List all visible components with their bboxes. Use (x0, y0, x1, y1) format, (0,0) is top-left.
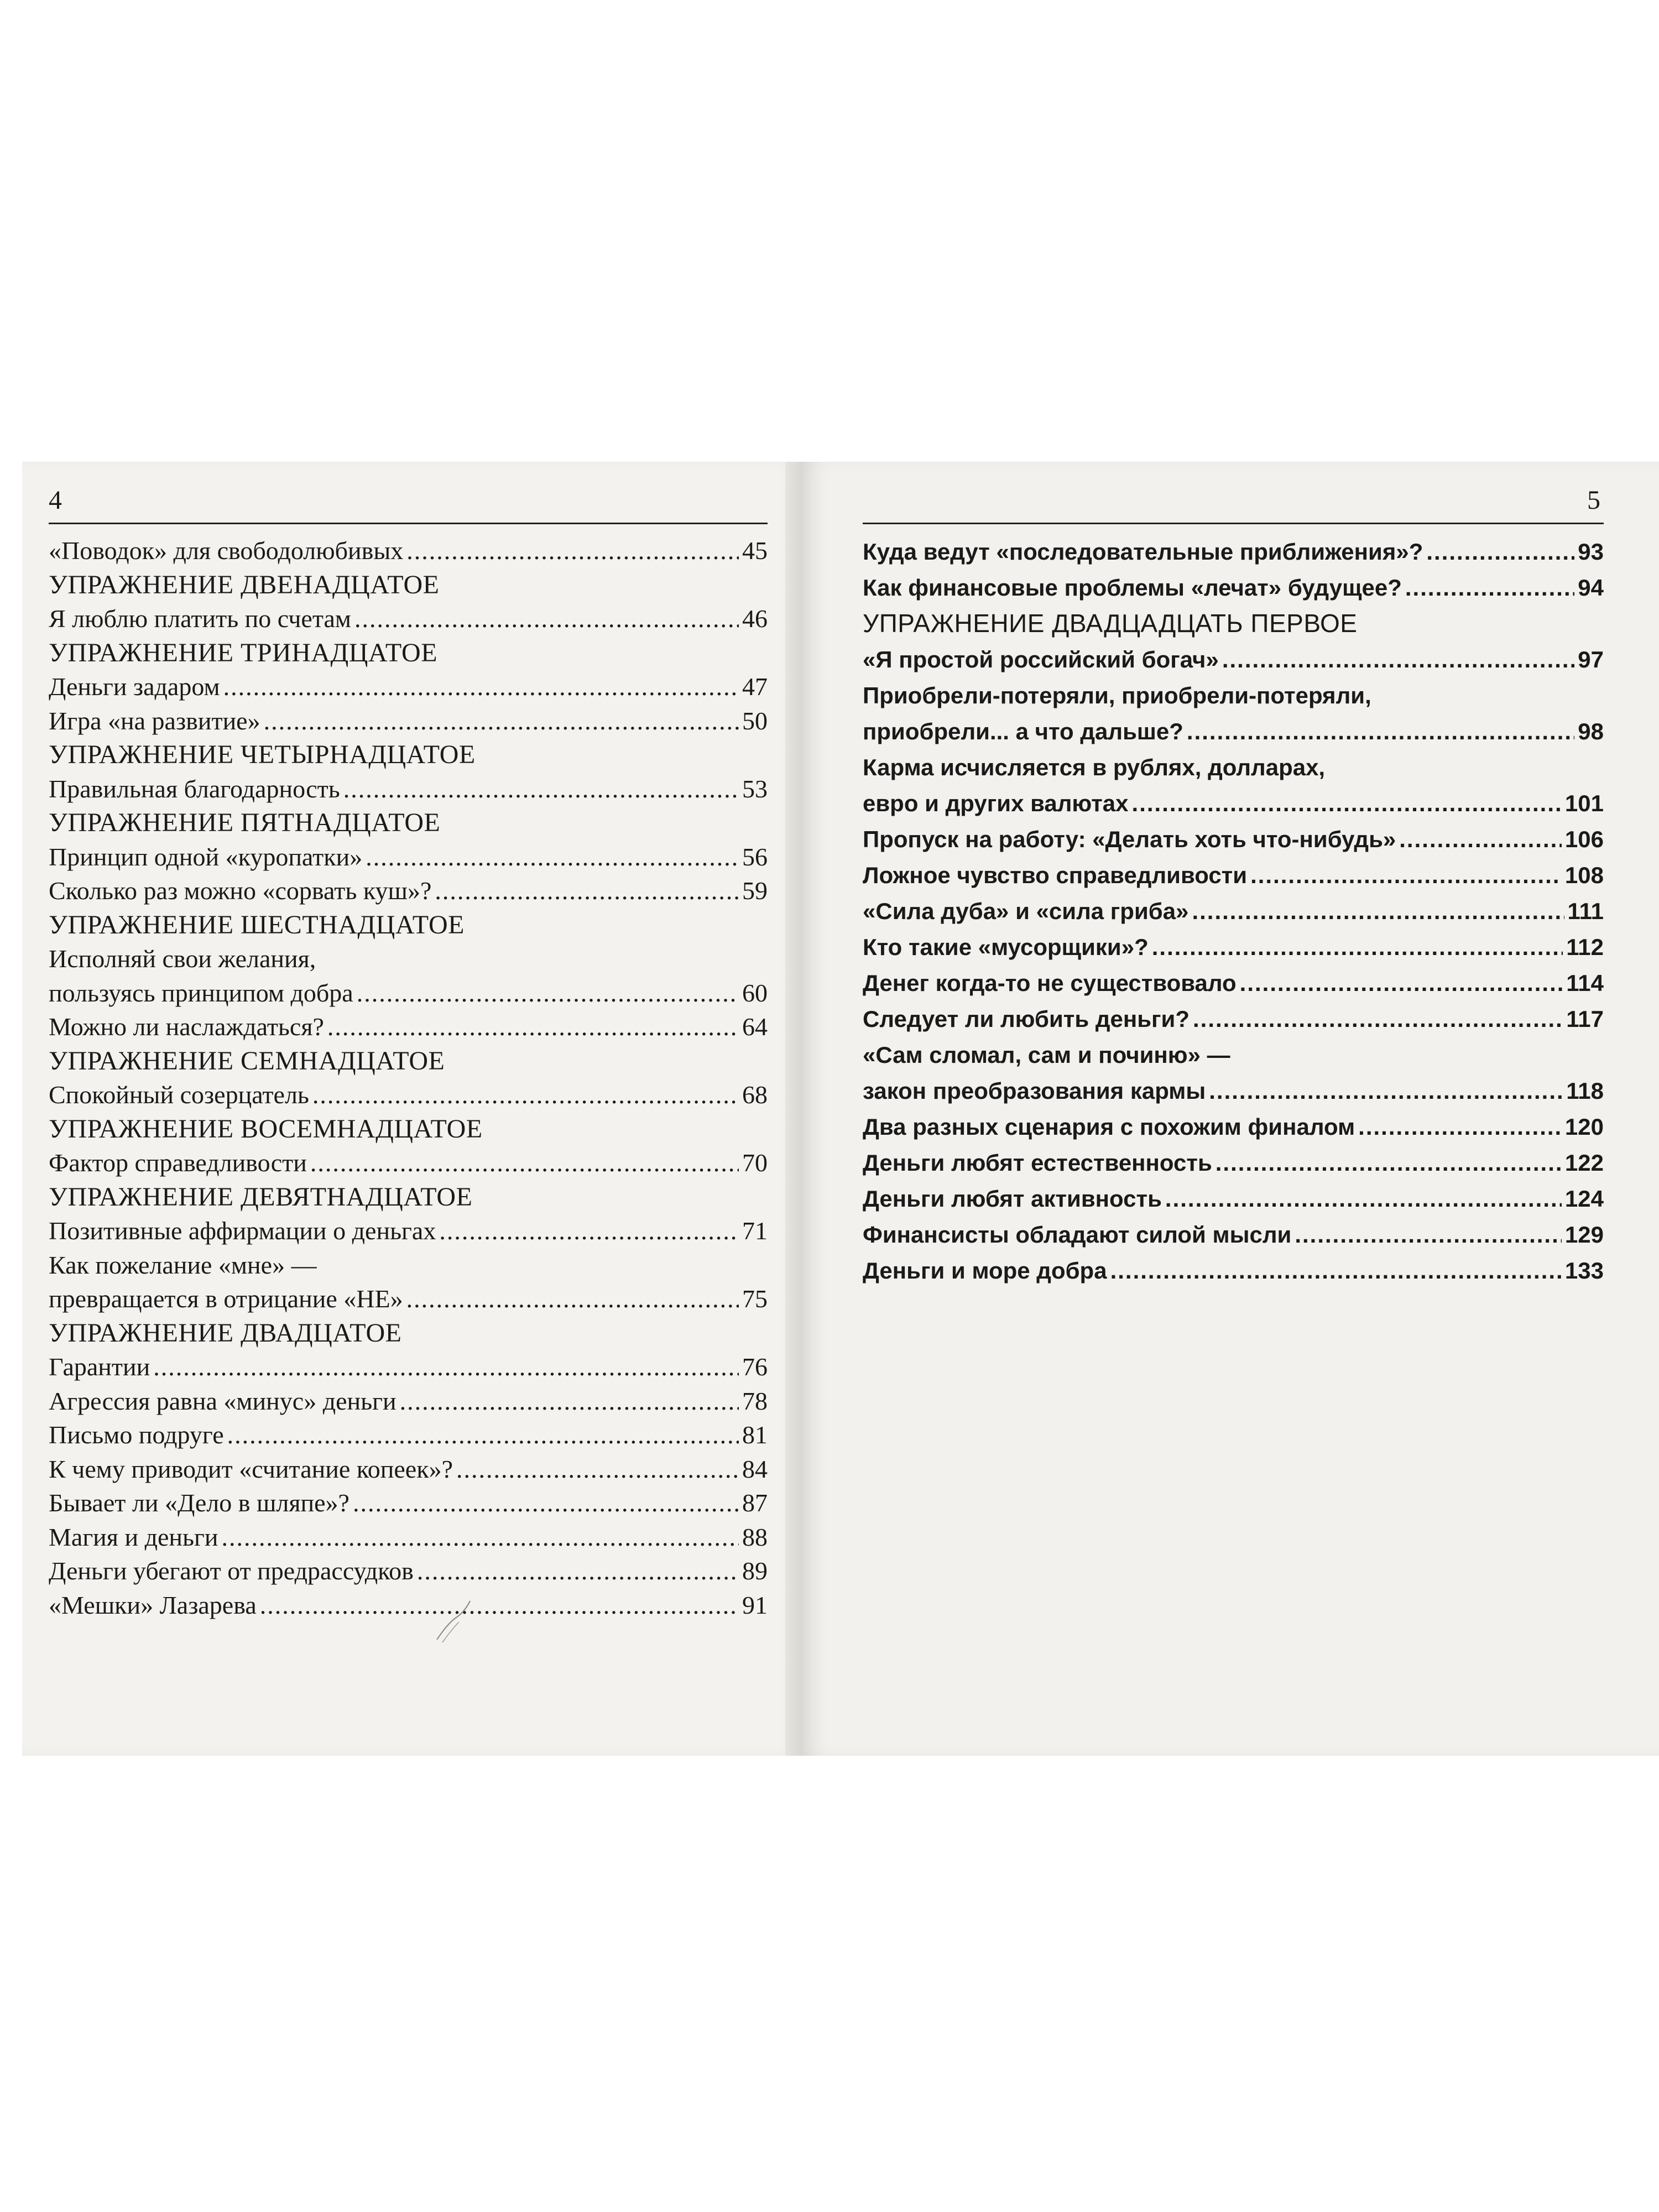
header-rule (863, 523, 1604, 524)
toc-entry-page: 129 (1564, 1222, 1604, 1248)
toc-entry (49, 1486, 768, 1520)
toc-entry-page: 89 (742, 1557, 768, 1585)
toc-entry-page: 84 (742, 1454, 768, 1483)
dot-leader (264, 704, 739, 738)
toc-entry-page: 75 (742, 1285, 768, 1313)
dot-leader (343, 772, 739, 806)
toc-entry (863, 821, 1604, 857)
toc-entry (863, 570, 1604, 606)
dot-leader (353, 1486, 739, 1520)
pencil-mark-icon (431, 1595, 476, 1645)
toc-entry (49, 942, 768, 976)
toc-entry-title: Можно ли наслаждаться? (49, 1013, 324, 1041)
toc-entry (49, 602, 768, 636)
toc-entry (49, 1588, 768, 1623)
toc-entry-page: 112 (1566, 934, 1604, 960)
dot-leader (327, 1010, 739, 1044)
toc-section-heading (49, 806, 768, 840)
toc-entry-title: евро и других валютах (863, 790, 1129, 816)
toc-entry (49, 1248, 768, 1282)
toc-entry (49, 1452, 768, 1486)
toc-entry-page: 50 (742, 706, 768, 735)
toc-entry-title: УПРАЖНЕНИЕ ДВЕНАДЦАТОЕ (49, 570, 440, 599)
toc-entry-title: УПРАЖНЕНИЕ ЧЕТЫРНАДЦАТОЕ (49, 740, 476, 769)
toc-entry (863, 929, 1604, 965)
toc-entry-page: 87 (742, 1489, 768, 1517)
toc-entry-title: Позитивные аффирмации о деньгах (49, 1217, 436, 1245)
toc-entry-title: Деньги убегают от предрассудков (49, 1557, 414, 1585)
toc-entry-title: Я люблю платить по счетам (49, 604, 352, 633)
toc-entry-title: Магия и деньги (49, 1522, 218, 1551)
toc-entry-title: Деньги задаром (49, 672, 220, 701)
toc-entry-title: Карма исчисляется в рублях, долларах, (863, 754, 1326, 780)
toc-entry (863, 1145, 1604, 1181)
toc-entry (863, 749, 1604, 785)
toc-entry-page: 64 (742, 1013, 768, 1041)
toc-entry-page: 111 (1567, 898, 1604, 924)
dot-leader (435, 874, 739, 908)
toc-entry-title: Ложное чувство справедливости (863, 862, 1248, 888)
toc-section-heading (49, 908, 768, 942)
toc-entry (49, 840, 768, 874)
toc-entry (863, 677, 1604, 713)
toc-entry-page: 114 (1566, 970, 1604, 996)
toc-entry-title: УПРАЖНЕНИЕ ДЕВЯТНАДЦАТОЕ (49, 1182, 473, 1212)
toc-entry (49, 1384, 768, 1418)
toc-entry-title: Исполняй свои желания, (49, 945, 316, 973)
toc-entry-title: Приобрели-потеряли, приобрели-потеряли, (863, 682, 1371, 708)
dot-leader (153, 1350, 739, 1384)
dot-leader (417, 1554, 739, 1588)
dot-leader (221, 1520, 739, 1554)
toc-entry-page: 106 (1564, 826, 1604, 852)
right-page (802, 462, 1659, 1756)
toc-entry-title: «Сам сломал, сам и починю» — (863, 1042, 1230, 1068)
dot-leader (1192, 893, 1564, 929)
toc-entry (49, 1146, 768, 1180)
toc-entry (863, 1181, 1604, 1217)
toc-entry-title: Деньги любят естественность (863, 1150, 1212, 1176)
toc-entry-title: Кто такие «мусорщики»? (863, 934, 1149, 960)
toc-section-heading (49, 738, 768, 772)
toc-entry-page: 59 (742, 877, 768, 905)
toc-entry-title: Гарантии (49, 1353, 150, 1381)
toc-entry-title: УПРАЖНЕНИЕ ТРИНАДЦАТОЕ (49, 638, 438, 667)
dot-leader (1358, 1109, 1562, 1145)
dot-leader (1399, 821, 1562, 857)
toc-section-heading (49, 636, 768, 670)
toc-entry (863, 641, 1604, 677)
toc-entry-page: 93 (1578, 539, 1604, 565)
dot-leader (1426, 534, 1574, 570)
toc-entry (49, 1282, 768, 1316)
toc-entry (863, 713, 1604, 749)
header-rule (49, 523, 768, 524)
toc-entry (863, 1109, 1604, 1145)
toc-entry-title: УПРАЖНЕНИЕ ПЯТНАДЦАТОЕ (49, 808, 441, 837)
toc-entry-title: Деньги и море добра (863, 1258, 1107, 1284)
dot-leader (1209, 1073, 1563, 1109)
dot-leader (260, 1588, 739, 1623)
toc-entry-title: пользуясь принципом добра (49, 978, 353, 1007)
toc-entry-page: 133 (1564, 1258, 1604, 1284)
toc-entry (863, 1253, 1604, 1288)
toc-entry-page: 81 (742, 1421, 768, 1449)
toc-entry-page: 98 (1578, 718, 1604, 744)
toc-entry-page: 47 (742, 672, 768, 701)
dot-leader (400, 1384, 739, 1418)
toc-entry (863, 785, 1604, 821)
toc-entry-title: Деньги любят активность (863, 1186, 1162, 1212)
toc-entry-title: УПРАЖНЕНИЕ СЕМНАДЦАТОЕ (49, 1046, 445, 1076)
toc-section-heading (863, 606, 1604, 641)
toc-entry (49, 874, 768, 908)
dot-leader (406, 1282, 739, 1316)
toc-entry (49, 1214, 768, 1248)
toc-entry-title: Куда ведут «последовательные приближения»? (863, 539, 1423, 565)
toc-entry-title: УПРАЖНЕНИЕ ШЕСТНАДЦАТОЕ (49, 910, 465, 940)
toc-entry (49, 704, 768, 738)
toc-entry-page: 56 (742, 842, 768, 871)
dot-leader (1152, 929, 1563, 965)
dot-leader (310, 1146, 739, 1180)
toc-entry (863, 965, 1604, 1001)
toc-entry-title: Денег когда-то не существовало (863, 970, 1237, 996)
toc-section-heading (49, 1112, 768, 1146)
dot-leader (1405, 570, 1574, 606)
toc-entry (863, 1217, 1604, 1253)
toc-entry-title: Спокойный созерцатель (49, 1081, 309, 1109)
toc-entry-page: 88 (742, 1522, 768, 1551)
toc-entry-title: Фактор справедливости (49, 1149, 307, 1177)
toc-entry (49, 1350, 768, 1384)
toc-entry-page: 120 (1564, 1114, 1604, 1140)
toc-entry-title: К чему приводит «считание копеек»? (49, 1454, 453, 1483)
dot-leader (439, 1214, 739, 1248)
dot-leader (357, 976, 739, 1010)
toc-entry (49, 1520, 768, 1554)
dot-leader (227, 1418, 739, 1452)
toc-section-heading (49, 1180, 768, 1214)
table-of-contents (49, 534, 768, 1622)
page-number: 4 (49, 486, 62, 515)
toc-entry-page: 60 (742, 978, 768, 1007)
toc-entry (49, 1078, 768, 1112)
toc-entry-title: «Я простой российский богач» (863, 646, 1219, 672)
toc-entry-page: 91 (742, 1590, 768, 1619)
toc-entry-title: превращается в отрицание «НЕ» (49, 1285, 403, 1313)
dot-leader (354, 602, 739, 636)
toc-entry-page: 124 (1564, 1186, 1604, 1212)
toc-entry-page: 70 (742, 1149, 768, 1177)
toc-entry-page: 97 (1578, 646, 1604, 672)
toc-entry-page: 76 (742, 1353, 768, 1381)
toc-entry-page: 94 (1578, 575, 1604, 601)
toc-entry (863, 1037, 1604, 1073)
dot-leader (1240, 965, 1563, 1001)
table-of-contents (863, 534, 1604, 1288)
toc-entry-title: УПРАЖНЕНИЕ ДВАДЦАДЦАТЬ ПЕРВОЕ (863, 609, 1358, 638)
toc-entry-title: «Поводок» для свободолюбивых (49, 536, 404, 565)
toc-entry-page: 68 (742, 1081, 768, 1109)
toc-entry-title: УПРАЖНЕНИЕ ВОСЕМНАДЦАТОЕ (49, 1114, 483, 1144)
toc-entry-page: 108 (1564, 862, 1604, 888)
toc-section-heading (49, 1044, 768, 1078)
toc-entry (863, 893, 1604, 929)
toc-entry-page: 78 (742, 1386, 768, 1415)
page-number: 5 (1587, 486, 1600, 515)
toc-entry (49, 534, 768, 568)
dot-leader (1250, 857, 1562, 893)
toc-entry-title: Бывает ли «Дело в шляпе»? (49, 1489, 349, 1517)
toc-entry-title: Два разных сценария с похожим финалом (863, 1114, 1355, 1140)
toc-entry-title: Следует ли любить деньги? (863, 1006, 1190, 1032)
toc-entry-title: «Мешки» Лазарева (49, 1590, 257, 1619)
dot-leader (1187, 713, 1574, 749)
toc-entry (863, 1073, 1604, 1109)
toc-entry-title: УПРАЖНЕНИЕ ДВАДЦАТОЕ (49, 1318, 402, 1348)
toc-entry-title: Как финансовые проблемы «лечат» будущее? (863, 575, 1402, 601)
toc-entry-title: Игра «на развитие» (49, 706, 260, 735)
toc-entry-title: закон преобразования кармы (863, 1078, 1206, 1104)
toc-entry-title: Пропуск на работу: «Делать хоть что-нибудь» (863, 826, 1396, 852)
toc-entry-title: Как пожелание «мне» — (49, 1250, 317, 1279)
toc-entry (49, 772, 768, 806)
toc-entry-title: «Сила дуба» и «сила гриба» (863, 898, 1189, 924)
toc-entry-page: 101 (1564, 790, 1604, 816)
toc-entry-page: 45 (742, 536, 768, 565)
toc-entry (863, 1001, 1604, 1037)
dot-leader (312, 1078, 739, 1112)
dot-leader (406, 534, 739, 568)
toc-entry-title: Финансисты обладают силой мысли (863, 1222, 1292, 1248)
toc-entry-page: 122 (1564, 1150, 1604, 1176)
toc-section-heading (49, 568, 768, 602)
dot-leader (223, 670, 739, 704)
dot-leader (366, 840, 739, 874)
dot-leader (1193, 1001, 1563, 1037)
toc-entry (49, 670, 768, 704)
toc-entry-page: 71 (742, 1217, 768, 1245)
toc-entry (863, 857, 1604, 893)
left-page (22, 462, 807, 1756)
toc-entry-title: Письмо подруге (49, 1421, 224, 1449)
toc-entry (49, 1418, 768, 1452)
toc-entry (49, 976, 768, 1010)
toc-entry-title: Правильная благодарность (49, 774, 340, 803)
dot-leader (456, 1452, 739, 1486)
toc-entry-title: Агрессия равна «минус» деньги (49, 1386, 397, 1415)
toc-entry (49, 1554, 768, 1588)
dot-leader (1110, 1253, 1562, 1288)
toc-section-heading (49, 1316, 768, 1350)
toc-entry-title: Принцип одной «куропатки» (49, 842, 363, 871)
dot-leader (1165, 1181, 1562, 1217)
dot-leader (1222, 641, 1574, 677)
dot-leader (1295, 1217, 1562, 1253)
book-spread (0, 462, 1659, 1756)
toc-entry-page: 118 (1566, 1078, 1604, 1104)
toc-entry-page: 117 (1566, 1006, 1604, 1032)
dot-leader (1132, 785, 1562, 821)
toc-entry (863, 534, 1604, 570)
toc-entry-page: 46 (742, 604, 768, 633)
toc-entry-page: 53 (742, 774, 768, 803)
toc-entry-title: Сколько раз можно «сорвать куш»? (49, 877, 432, 905)
toc-entry (49, 1010, 768, 1044)
dot-leader (1215, 1145, 1562, 1181)
toc-entry-title: приобрели... а что дальше? (863, 718, 1183, 744)
